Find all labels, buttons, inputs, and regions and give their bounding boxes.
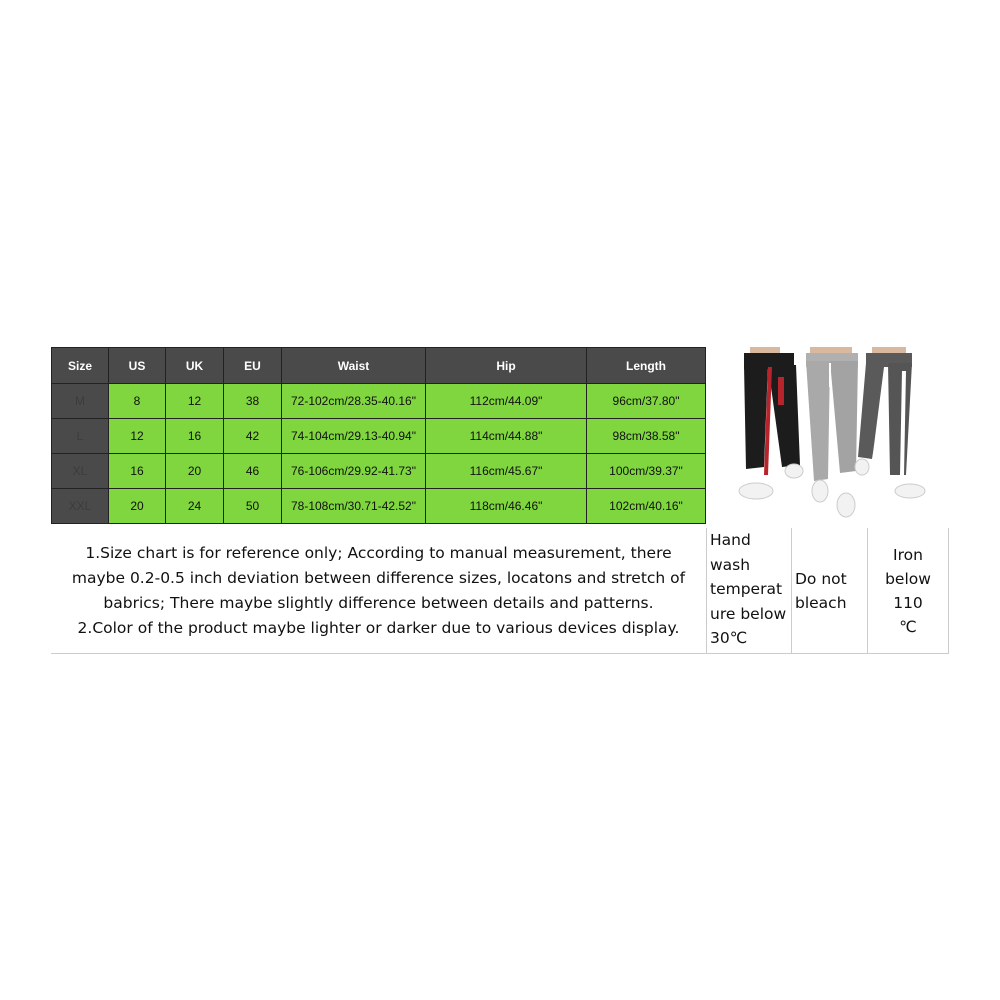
table-row: [52, 419, 706, 454]
sneaker-right: [895, 484, 925, 498]
hip-cell: 114cm/44.88": [426, 419, 587, 454]
header-size: Size: [52, 348, 109, 384]
size-cell: XXL: [52, 489, 109, 524]
us-cell: 12: [109, 419, 166, 454]
care-bleach-line: bleach: [795, 593, 847, 612]
product-image: [706, 347, 949, 528]
length-cell: 100cm/39.37": [587, 454, 706, 489]
header-us: US: [109, 348, 166, 384]
care-iron-line: ℃: [899, 617, 917, 636]
care-wash-line: 30℃: [710, 629, 748, 647]
us-cell: 8: [109, 384, 166, 419]
hip-cell: 118cm/46.46": [426, 489, 587, 524]
note-line-1: 1.Size chart is for reference only; According to manual measurement, there maybe 0.2-0.5 inch deviation between difference sizes, locatons and stretch of babrics; There maybe slightly difference between details and patterns.: [71, 543, 686, 612]
waist-cell: 78-108cm/30.71-42.52": [282, 489, 426, 524]
uk-cell: 20: [166, 454, 224, 489]
uk-cell: 12: [166, 384, 224, 419]
sneaker-left: [855, 459, 869, 475]
care-wash-line: Hand: [710, 531, 751, 549]
light-gray-pants-figure: [806, 347, 858, 517]
care-wash-line: temperat: [710, 580, 783, 598]
table-row: [52, 384, 706, 419]
table-row: [52, 454, 706, 489]
size-chart: [51, 347, 949, 654]
uk-cell: 24: [166, 489, 224, 524]
header-row: [52, 348, 706, 384]
left-leg: [806, 361, 830, 481]
care-iron: [867, 528, 949, 654]
hip-cell: 112cm/44.09": [426, 384, 587, 419]
hip-cell: 116cm/45.67": [426, 454, 587, 489]
right-leg: [888, 363, 912, 475]
header-uk: UK: [166, 348, 224, 384]
care-wash-line: ure below: [710, 604, 787, 623]
size-notes: [59, 541, 699, 641]
us-cell: 16: [109, 454, 166, 489]
care-iron-line: below 110: [885, 569, 931, 612]
header-waist: Waist: [282, 348, 426, 384]
notes-box: [51, 528, 706, 654]
header-length: Length: [587, 348, 706, 384]
length-cell: 98cm/38.58": [587, 419, 706, 454]
length-cell: 96cm/37.80": [587, 384, 706, 419]
size-cell: XL: [52, 454, 109, 489]
sneaker-left: [812, 480, 828, 502]
header-eu: EU: [224, 348, 282, 384]
care-bleach: [791, 528, 867, 654]
length-cell: 102cm/40.16": [587, 489, 706, 524]
care-iron-line: Iron: [893, 545, 923, 564]
size-cell: M: [52, 384, 109, 419]
waist-cell: 76-106cm/29.92-41.73": [282, 454, 426, 489]
note-line-2: 2.Color of the product maybe lighter or darker due to various devices display.: [77, 618, 680, 637]
sneaker-right: [837, 493, 855, 517]
eu-cell: 42: [224, 419, 282, 454]
care-wash: [706, 528, 791, 654]
table-row: [52, 489, 706, 524]
eu-cell: 50: [224, 489, 282, 524]
eu-cell: 38: [224, 384, 282, 419]
right-leg: [830, 361, 858, 473]
size-cell: L: [52, 419, 109, 454]
waist-cell: 74-104cm/29.13-40.94": [282, 419, 426, 454]
us-cell: 20: [109, 489, 166, 524]
sneaker-left: [739, 483, 773, 499]
red-stripe-2: [778, 377, 784, 405]
care-bleach-line: Do not: [795, 569, 847, 588]
uk-cell: 16: [166, 419, 224, 454]
sneaker-right: [785, 464, 803, 478]
size-table: [51, 347, 706, 524]
eu-cell: 46: [224, 454, 282, 489]
waist-cell: 72-102cm/28.35-40.16": [282, 384, 426, 419]
jogger-pants-image: [706, 347, 949, 528]
care-wash-line: wash: [710, 555, 751, 574]
black-pants-figure: [739, 347, 803, 499]
left-leg: [744, 365, 768, 469]
dark-gray-pants-figure: [855, 347, 925, 498]
header-hip: Hip: [426, 348, 587, 384]
